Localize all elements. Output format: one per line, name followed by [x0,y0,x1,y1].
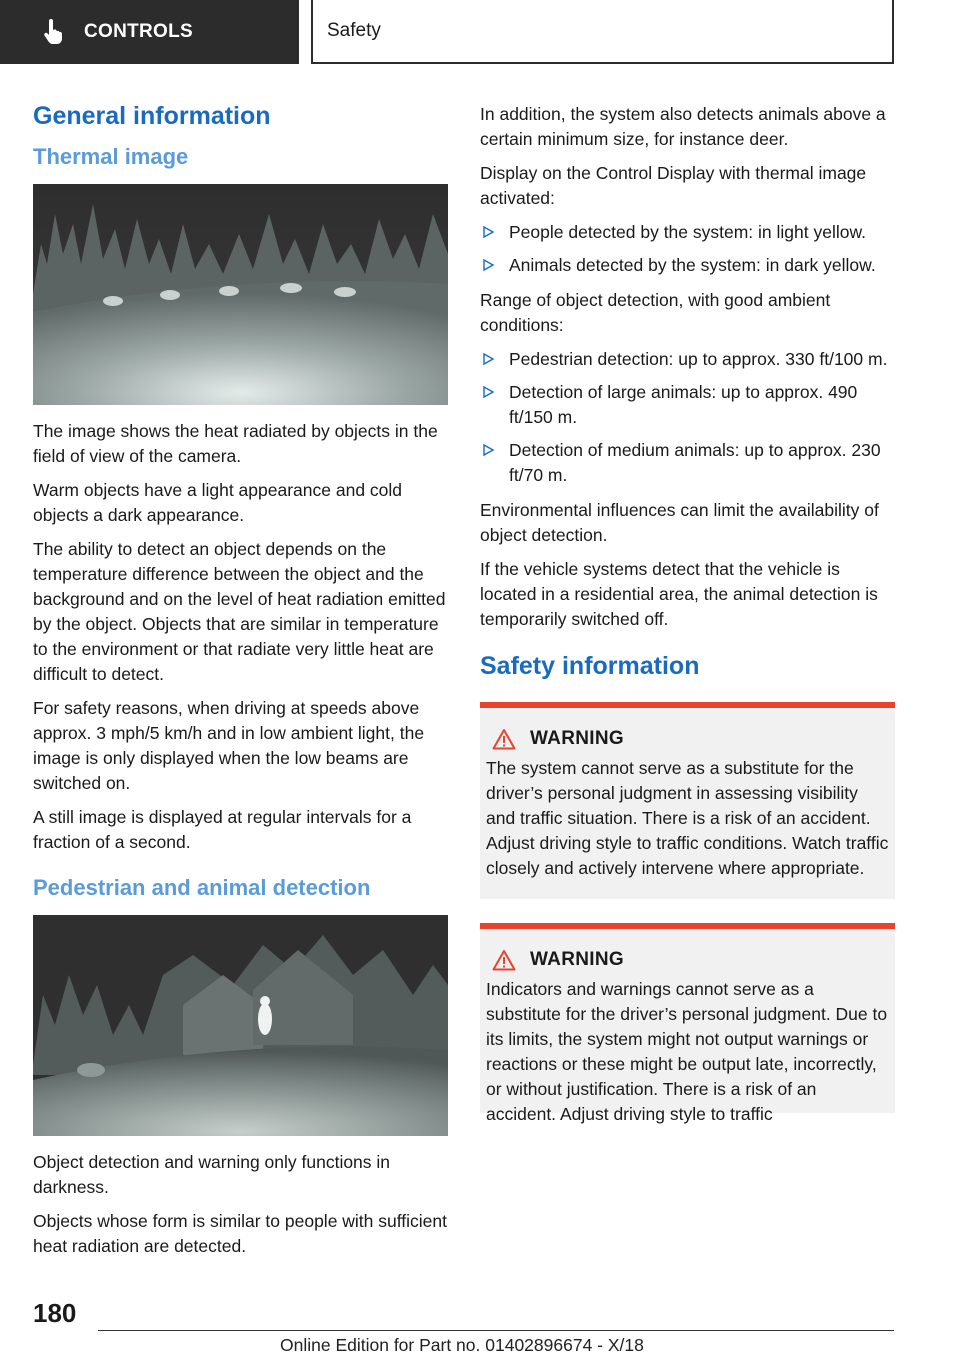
warning-box [480,702,895,899]
warning-label: WARNING [530,728,624,749]
thermal-paragraph-4: For safety reasons, when driving at speeds above approx. 3 mph/5 km/h and in low ambient light, the image is only displayed when the low beams are switched on. [33,698,425,793]
warning-header [492,728,889,750]
display-paragraph: Display on the Control Display with thermal image activated: [480,163,867,208]
general-information-heading: General information [33,102,271,130]
section-tab [311,0,894,64]
range-paragraph: Range of object detection, with good ambient conditions: [480,290,831,335]
warning-triangle-icon [492,728,516,750]
warning-text: Indicators and warnings cannot serve as a substitute for the driver’s personal judgment. Due to its limits, the system might not output warnings or reactions or these might be output late, incorrectly, or without justification. There is a risk of an accident. Adjust driving style to traffic [486,979,888,1124]
warning-box [480,923,895,1124]
environment-paragraph: Environmental influences can limit the availability of object detection. [480,500,879,545]
left-column [33,96,448,1268]
triangle-bullet-icon [482,226,494,238]
triangle-bullet-icon [482,353,494,365]
chapter-label: CONTROLS [84,21,194,42]
section-label: Safety [327,20,381,41]
thermal-paragraph-5: A still image is displayed at regular intervals for a fraction of a second. [33,807,412,852]
display-list [480,220,895,278]
edition-text: Online Edition for Part no. 01402896674 - X/18 [280,1335,644,1355]
footer-divider [98,1330,894,1331]
thermal-image-animals-photo [33,184,448,405]
page-number: 180 [33,1298,77,1328]
thermal-paragraph-1: The image shows the heat radiated by objects in the field of view of the camera. [33,421,438,466]
thermal-paragraph-2: Warm objects have a light appearance and cold objects a dark appearance. [33,480,403,525]
pedestrian-paragraph-2: Objects whose form is similar to people with sufficient heat radiation are detected. [33,1211,448,1256]
thermal-paragraph-3: The ability to detect an object depends on the temperature difference between the object and the background and on the level of heat radiation emitted by the object. Objects that are similar in temperature to the environment or that radiate very little heat are difficult to detect. [33,539,446,684]
list-item: Pedestrian detection: up to approx. 330 ft/100 m. [480,347,895,372]
animals-paragraph: In addition, the system also detects animals above a certain minimum size, for instance deer. [480,104,886,149]
pedestrian-detection-photo [33,915,448,1136]
hand-pointer-icon [42,19,64,45]
list-item: People detected by the system: in light yellow. [480,220,895,245]
chapter-tab [0,0,299,64]
triangle-bullet-icon [482,444,494,456]
warning-triangle-icon [492,949,516,971]
warning-label: WARNING [530,949,624,970]
triangle-bullet-icon [482,259,494,271]
range-list [480,347,895,488]
triangle-bullet-icon [482,386,494,398]
warning-header [492,949,889,971]
residential-paragraph: If the vehicle systems detect that the vehicle is located in a residential area, the animal detection is temporarily switched off. [480,559,878,629]
page-header [0,0,960,66]
thermal-image-heading: Thermal image [33,144,189,169]
list-item: Detection of large animals: up to approx. 490 ft/150 m. [480,380,895,430]
list-item: Animals detected by the system: in dark yellow. [480,253,895,278]
pedestrian-detection-heading: Pedestrian and animal detection [33,875,371,900]
right-column [480,102,895,1125]
list-item: Detection of medium animals: up to approx. 230 ft/70 m. [480,438,895,488]
pedestrian-paragraph-1: Object detection and warning only functions in darkness. [33,1152,391,1197]
warning-text: The system cannot serve as a substitute for the driver’s personal judgment in assessing visibility and traffic situation. There is a risk of an accident. Adjust driving style to traffic conditions. Watch traffic closely and actively intervene where appropriate. [486,758,889,878]
safety-information-heading: Safety information [480,652,700,680]
